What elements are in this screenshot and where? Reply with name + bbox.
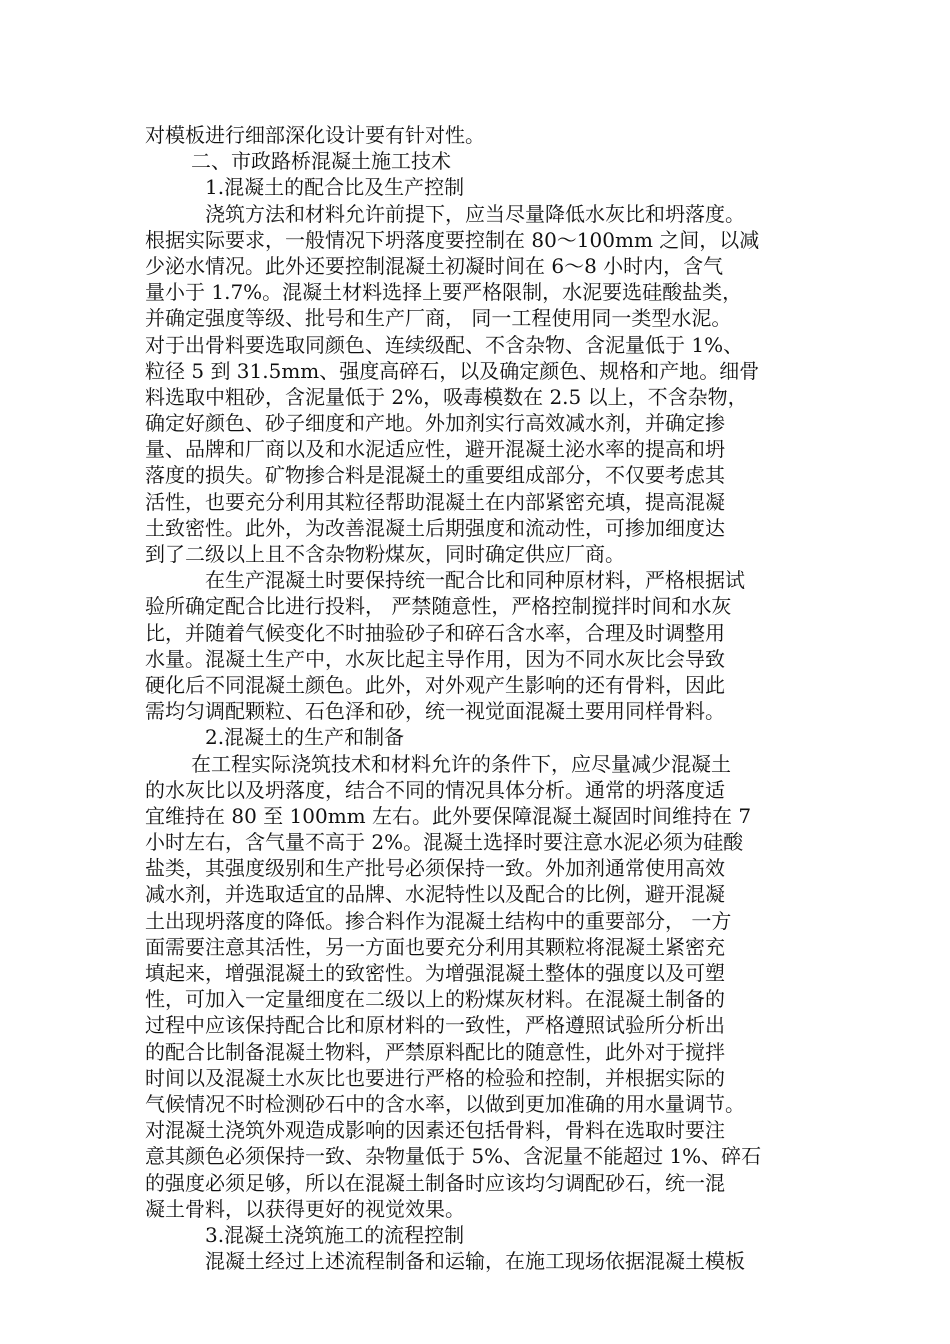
- paragraph-line: 过程中应该保持配合比和原材料的一致性，严格遵照试验所分析出: [145, 1013, 725, 1038]
- paragraph-line: 活性，也要充分利用其粒径帮助混凝土在内部紧密充填，提高混凝: [145, 489, 725, 514]
- paragraph-line: 对于出骨料要选取同颜色、连续级配、不含杂物、含泥量低于 1%、: [145, 332, 744, 357]
- paragraph-line: 混凝土经过上述流程制备和运输，在施工现场依据混凝土模板: [205, 1249, 745, 1274]
- document-body: [145, 122, 815, 1274]
- paragraph-line: 减水剂，并选取适宜的品牌、水泥特性以及配合的比例，避开混凝: [145, 882, 725, 907]
- paragraph-line: 时间以及混凝土水灰比也要进行严格的检验和控制，并根据实际的: [145, 1065, 725, 1090]
- paragraph-line: 根据实际要求，一般情况下坍落度要控制在 80～100mm 之间，以减: [145, 227, 760, 252]
- paragraph-line: 小时左右，含气量不高于 2%。混凝土选择时要注意水泥必须为硅酸: [145, 830, 744, 855]
- paragraph-line: 比，并随着气候变化不时抽验砂子和碎石含水率，合理及时调整用: [145, 620, 725, 645]
- paragraph-line: 并确定强度等级、批号和生产厂商， 同一工程使用同一类型水泥。: [145, 306, 732, 331]
- paragraph-line: 的水灰比以及坍落度，结合不同的情况具体分析。通常的坍落度适: [145, 777, 725, 802]
- paragraph-line: 水量。混凝土生产中，水灰比起主导作用，因为不同水灰比会导致: [145, 646, 725, 671]
- paragraph-line: 意其颜色必须保持一致、杂物量低于 5%、含泥量不能超过 1%、碎石: [145, 1144, 762, 1169]
- paragraph-line: 量、品牌和厂商以及和水泥适应性，避开混凝土泌水率的提高和坍: [145, 437, 725, 462]
- paragraph-line: 对混凝土浇筑外观造成影响的因素还包括骨料，骨料在选取时要注: [145, 1118, 725, 1143]
- paragraph-line: 量小于 1.7%。混凝土材料选择上要严格限制，水泥要选硅酸盐类，: [145, 280, 743, 305]
- paragraph-line: 粒径 5 到 31.5mm、强度高碎石，以及确定颜色、规格和产地。细骨: [145, 358, 760, 383]
- paragraph-line: 盐类，其强度级别和生产批号必须保持一致。外加剂通常使用高效: [145, 856, 725, 881]
- paragraph-line: 硬化后不同混凝土颜色。此外，对外观产生影响的还有骨料，因此: [145, 672, 725, 697]
- paragraph-line: 落度的损失。矿物掺合料是混凝土的重要组成部分，不仅要考虑其: [145, 463, 725, 488]
- paragraph-line: 在工程实际浇筑技术和材料允许的条件下，应尽量减少混凝土: [191, 751, 731, 776]
- paragraph-line: 料选取中粗砂，含泥量低于 2%，吸毒模数在 2.5 以上，不含杂物，: [145, 384, 748, 409]
- paragraph-line: 浇筑方法和材料允许前提下，应当尽量降低水灰比和坍落度。: [205, 201, 745, 226]
- paragraph-line: 面需要注意其活性，另一方面也要充分利用其颗粒将混凝土紧密充: [145, 934, 725, 959]
- paragraph-line: 性，可加入一定量细度在二级以上的粉煤灰材料。在混凝土制备的: [145, 987, 725, 1012]
- paragraph-line: 填起来，增强混凝土的致密性。为增强混凝土整体的强度以及可塑: [145, 961, 725, 985]
- paragraph-line: 气候情况不时检测砂石中的含水率，以做到更加准确的用水量调节。: [145, 1091, 745, 1116]
- section-heading: 二、市政路桥混凝土施工技术: [191, 149, 451, 174]
- paragraph-line: 土致密性。此外，为改善混凝土后期强度和流动性，可掺加细度达: [145, 515, 725, 540]
- paragraph-line: 需均匀调配颗粒、石色泽和砂，统一视觉面混凝土要用同样骨料。: [145, 699, 725, 724]
- paragraph-line: 的配合比制备混凝土物料，严禁原料配比的随意性，此外对于搅拌: [145, 1039, 725, 1064]
- paragraph-line: 凝土骨料，以获得更好的视觉效果。: [145, 1196, 465, 1221]
- paragraph-line: 在生产混凝土时要保持统一配合比和同种原材料，严格根据试: [205, 568, 745, 593]
- paragraph-line: 到了二级以上且不含杂物粉煤灰，同时确定供应厂商。: [145, 542, 625, 566]
- paragraph-line: 的强度必须足够，所以在混凝土制备时应该均匀调配砂石，统一混: [145, 1170, 725, 1195]
- paragraph-line: 少泌水情况。此外还要控制混凝土初凝时间在 6～8 小时内，含气: [145, 253, 724, 278]
- paragraph-line: 对模板进行细部深化设计要有针对性。: [145, 123, 485, 147]
- paragraph-line: 确定好颜色、砂子细度和产地。外加剂实行高效减水剂，并确定掺: [145, 411, 725, 436]
- paragraph-line: 验所确定配合比进行投料， 严禁随意性，严格控制搅拌时间和水灰: [145, 594, 732, 619]
- paragraph-line: 宜维持在 80 至 100mm 左右。此外要保障混凝土凝固时间维持在 7: [145, 803, 752, 828]
- paragraph-line: 土出现坍落度的降低。掺合料作为混凝土结构中的重要部分， 一方: [145, 908, 732, 933]
- subsection-heading: 1.混凝土的配合比及生产控制: [205, 175, 465, 200]
- subsection-heading: 2.混凝土的生产和制备: [205, 725, 405, 750]
- subsection-heading: 3.混凝土浇筑施工的流程控制: [205, 1222, 465, 1247]
